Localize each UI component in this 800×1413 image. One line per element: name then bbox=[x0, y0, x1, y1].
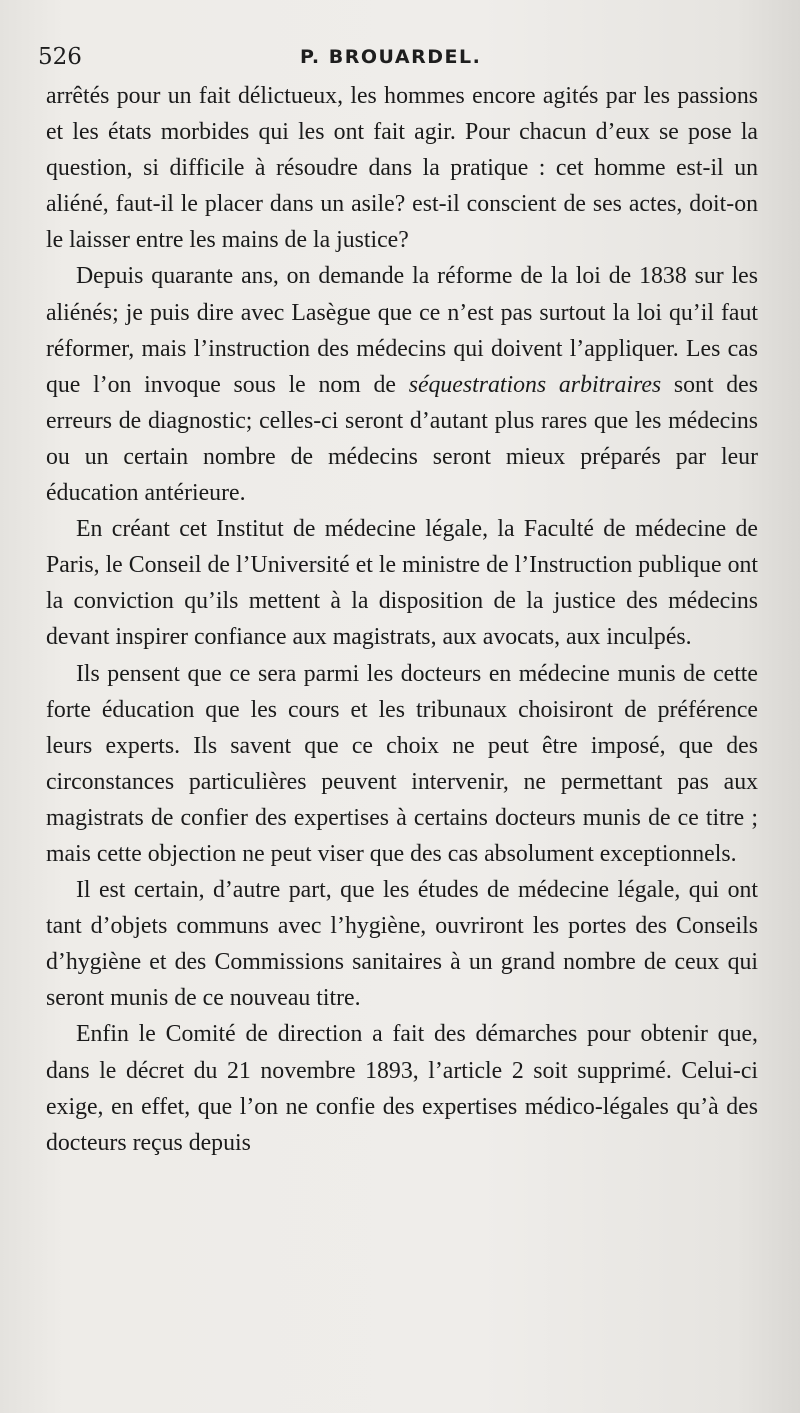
paragraph-5: Il est certain, d’autre part, que les études de médecine légale, qui ont tant d’objets communs avec l’hygiène, ouvriront les portes des Conseils d’hygiène et des Commissions sanitaires à un grand nombre de ceux qui seront munis de ce nouveau titre. bbox=[46, 877, 758, 1012]
paragraph-2-emphasis: séquestrations arbitraires bbox=[408, 371, 662, 398]
paragraph-2-before: Depuis quarante ans, on demande la réforme de la loi de 1838 sur les aliénés; je puis dire avec Lasègue que ce n’est pas surtout la loi qu’il faut réformer, mais l’instruction des médecins qui doivent l’appliquer. Les cas que l’on invoque sous le nom de bbox=[46, 263, 758, 398]
paragraph-4: Ils pensent que ce sera parmi les docteurs en médecine munis de cette forte éducation que les cours et les tribunaux choisiront de préférence leurs experts. Ils savent que ce choix ne peut être imposé, que des circonstances particulières peuvent intervenir, ne permettant pas aux magistrats de confier des expertises à certains docteurs munis de ce titre ; mais cette objection ne peut viser que des cas absolument exceptionnels. bbox=[46, 660, 758, 867]
paragraph-3: En créant cet Institut de médecine légale, la Faculté de médecine de Paris, le Conseil de l’Université et le ministre de l’Instruction publique ont la conviction qu’ils mettent à la disposition de la justice des médecins devant inspirer confiance aux magistrats, aux avocats, aux inculpés. bbox=[46, 516, 758, 651]
running-head: P. BROUARDEL. bbox=[300, 46, 482, 68]
paragraph-1: arrêtés pour un fait délictueux, les hommes encore agités par les passions et les états morbides qui les ont fait agir. Pour chacun d’eux se pose la question, si difficile à résoudre dans la pratique : cet homme est-il un aliéné, faut-il le placer dans un asile? est-il conscient de ses actes, doit-on le laisser entre les mains de la justice? bbox=[46, 83, 758, 254]
page-number: 526 bbox=[38, 44, 82, 70]
body-text bbox=[46, 78, 758, 1161]
paragraph-2 bbox=[46, 258, 758, 511]
paragraph-6: Enfin le Comité de direction a fait des démarches pour obtenir que, dans le décret du 21 novembre 1893, l’article 2 soit supprimé. Celui-ci exige, en effet, que l’on ne confie des expertises médico-légales qu’à des docteurs reçus depuis bbox=[46, 1021, 758, 1156]
page-header bbox=[38, 40, 768, 76]
paragraph-2-after: sont des erreurs de diagnostic; celles-ci seront d’autant plus rares que les médecins ou un certain nombre de médecins seront mieux préparés par leur éducation antérieure. bbox=[46, 371, 759, 507]
